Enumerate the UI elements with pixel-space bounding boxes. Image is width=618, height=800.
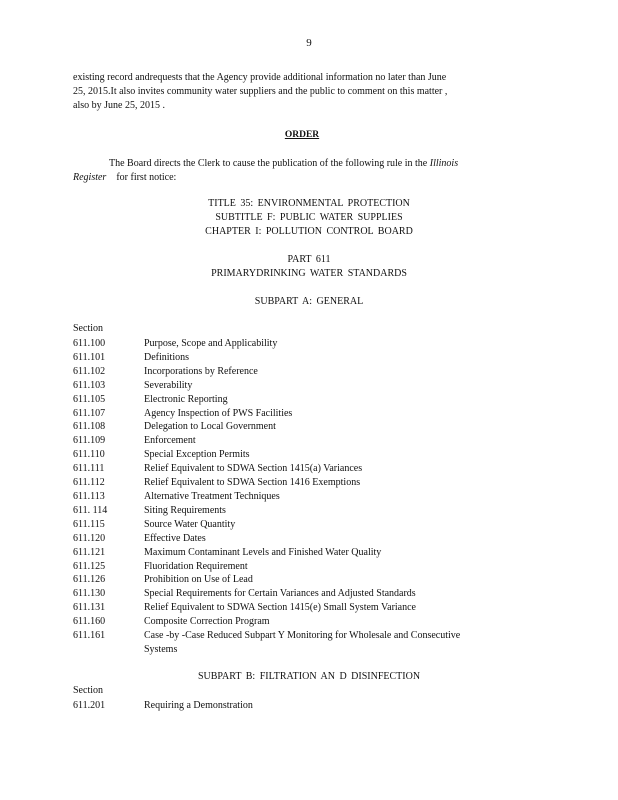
section-row <box>73 699 533 713</box>
italic-register: Register <box>73 172 107 184</box>
title-line: TITLE 35: ENVIRONMENTAL PROTECTION <box>208 198 410 209</box>
section-number: 611.102 <box>73 365 106 377</box>
directs-line-2: Register for first notice: <box>73 172 177 184</box>
section-row <box>73 587 533 601</box>
section-row <box>73 601 533 615</box>
section-number: 611.111 <box>73 463 105 475</box>
section-row <box>73 379 533 393</box>
section-number: 611.113 <box>73 490 105 502</box>
section-row <box>73 365 533 379</box>
subpart-b-heading: SUBPART B: FILTRATION AN D DISINFECTION <box>197 671 421 682</box>
section-title: Case -by -Case Reduced Subpart Y Monitoring for Wholesale and Consecutive <box>144 630 461 642</box>
section-number: 611.125 <box>73 560 106 572</box>
section-title: Relief Equivalent to SDWA Section 1415(a) Variances <box>144 463 363 475</box>
section-number: 611.105 <box>73 393 106 405</box>
part-line: PART 611 <box>287 254 331 265</box>
section-row <box>73 504 533 518</box>
section-row <box>73 420 533 434</box>
section-number: 611.115 <box>73 518 105 530</box>
subtitle-line: SUBTITLE F: PUBLIC WATER SUPPLIES <box>215 212 403 223</box>
section-title: Alternative Treatment Techniques <box>144 490 280 502</box>
section-number: 611.100 <box>73 338 106 349</box>
section-title: Source Water Quantity <box>144 518 236 530</box>
intro-paragraph <box>73 71 525 114</box>
section-title: Incorporations by Reference <box>144 365 258 377</box>
section-number: 611.120 <box>73 532 106 544</box>
chapter-line: CHAPTER I: POLLUTION CONTROL BOARD <box>205 226 413 237</box>
section-row <box>73 448 533 462</box>
intro-line-3: also by June 25, 2015 . <box>73 100 165 112</box>
section-row <box>73 546 533 560</box>
intro-line-1: existing record andrequests that the Agency provide additional information no later than June <box>73 72 447 83</box>
section-title: Relief Equivalent to SDWA Section 1415(e) Small System Variance <box>144 602 416 614</box>
section-title: Relief Equivalent to SDWA Section 1416 Exemptions <box>144 477 361 489</box>
section-title: Electronic Reporting <box>144 393 228 405</box>
section-row <box>73 434 533 448</box>
section-number: 611.161 <box>73 630 106 642</box>
section-title: Requiring a Demonstration <box>144 700 253 711</box>
section-number: 611.131 <box>73 602 106 614</box>
section-number: 611.110 <box>73 449 105 461</box>
section-number: 611.130 <box>73 588 106 600</box>
section-row <box>73 490 533 504</box>
section-number: 611.108 <box>73 421 106 433</box>
section-number: 611.126 <box>73 574 106 586</box>
section-title: Fluoridation Requirement <box>144 560 248 572</box>
section-title: Prohibition on Use of Lead <box>144 574 253 586</box>
section-label-b: Section <box>73 685 103 696</box>
section-title: Severability <box>144 379 193 391</box>
order-heading: ORDER <box>284 130 320 140</box>
section-title: Composite Correction Program <box>144 616 270 628</box>
section-row <box>73 476 533 490</box>
section-number: 611.103 <box>73 379 106 391</box>
section-row <box>73 393 533 407</box>
directs-paragraph <box>73 157 525 185</box>
section-title: Definitions <box>144 351 189 363</box>
section-row <box>73 351 533 365</box>
section-number: 611.107 <box>73 407 106 419</box>
section-title: Enforcement <box>144 435 196 447</box>
part-name-line: PRIMARYDRINKING WATER STANDARDS <box>211 268 407 279</box>
section-number: 611. 114 <box>73 504 108 516</box>
title-heading-block <box>0 197 618 239</box>
section-number: 611.121 <box>73 546 106 558</box>
subpart-a-heading: SUBPART A: GENERAL <box>254 296 364 307</box>
section-row <box>73 518 533 532</box>
part-heading-block <box>0 253 618 281</box>
section-title: Agency Inspection of PWS Facilities <box>144 407 293 419</box>
section-row <box>73 337 533 351</box>
section-row <box>73 629 533 643</box>
section-list-a <box>73 337 533 657</box>
section-title: Purpose, Scope and Applicability <box>144 338 278 349</box>
section-row <box>73 407 533 421</box>
section-number: 611.201 <box>73 700 106 711</box>
section-number: 611.101 <box>73 351 106 363</box>
section-number: 611.160 <box>73 616 106 628</box>
section-number: 611.112 <box>73 477 105 489</box>
section-row <box>73 560 533 574</box>
section-title: Effective Dates <box>144 532 206 544</box>
section-title: Maximum Contaminant Levels and Finished Water Quality <box>144 546 382 558</box>
italic-illinois: Illinois <box>429 158 459 169</box>
section-title: Special Exception Permits <box>144 449 250 461</box>
section-row <box>73 573 533 587</box>
page-number: 9 <box>306 37 312 49</box>
section-row <box>73 462 533 476</box>
section-list-b <box>73 699 533 713</box>
section-title: Siting Requirements <box>144 504 226 516</box>
section-row <box>73 532 533 546</box>
section-row-continuation <box>73 643 533 657</box>
intro-line-2: 25, 2015.It also invites community water suppliers and the public to comment on this matter , <box>73 86 448 98</box>
section-title: Special Requirements for Certain Variances and Adjusted Standards <box>144 588 416 600</box>
section-number: 611.109 <box>73 435 106 447</box>
directs-line-1: The Board directs the Clerk to cause the publication of the following rule in the Illinois <box>109 158 459 169</box>
section-row <box>73 615 533 629</box>
section-label: Section <box>73 323 103 334</box>
section-title: Delegation to Local Government <box>144 421 276 433</box>
section-title-continuation: Systems <box>144 643 178 655</box>
